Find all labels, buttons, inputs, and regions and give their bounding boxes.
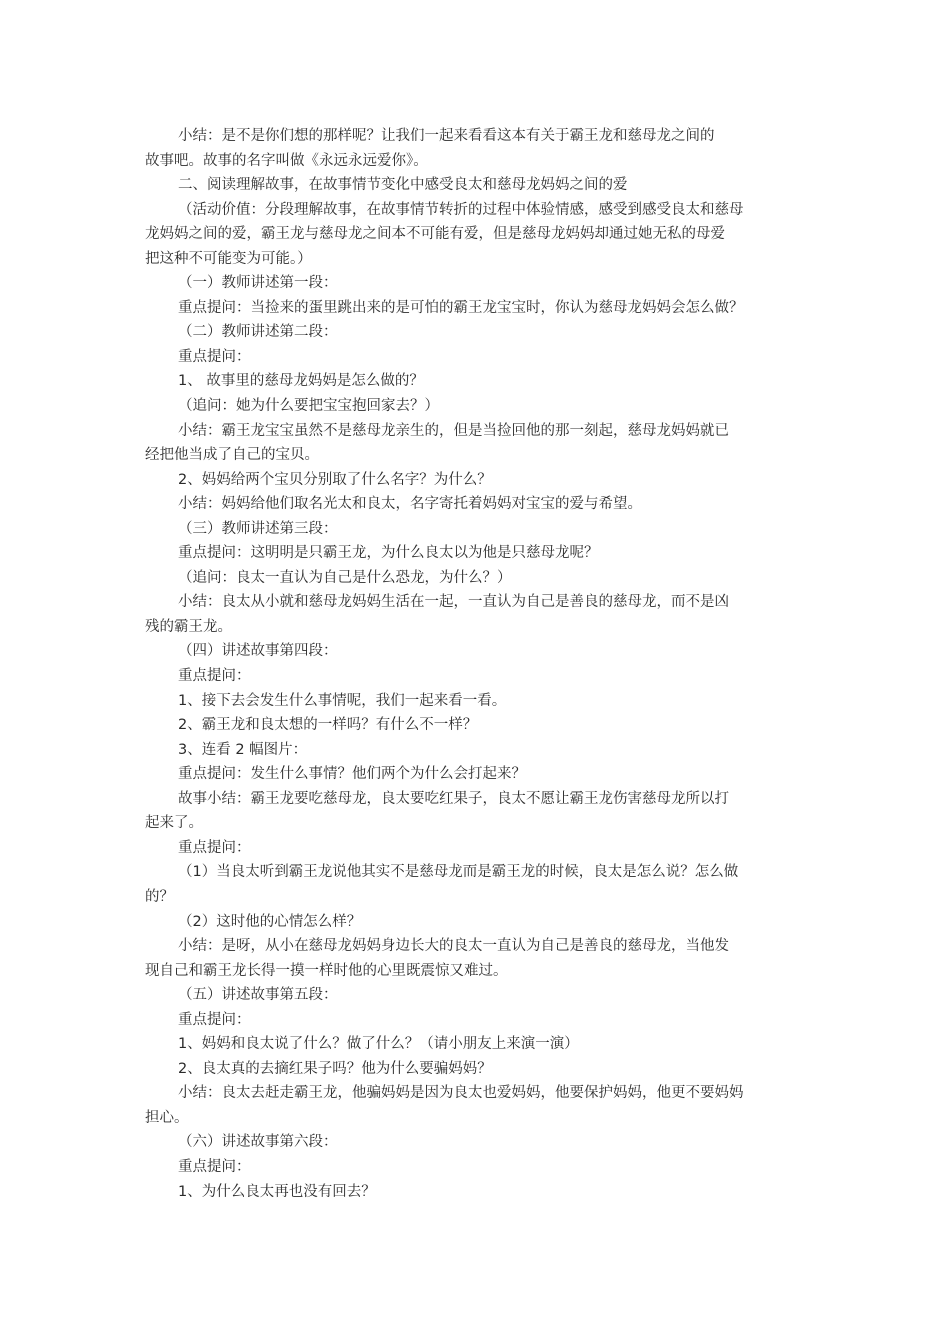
text-line: 重点提问： (178, 1011, 251, 1028)
text-line: 的？ (145, 888, 174, 905)
text-line: 小结：良太去赶走霸王龙，他骗妈妈是因为良太也爱妈妈，他要保护妈妈，他更不要妈妈 (178, 1085, 744, 1102)
text-line: 重点提问： (178, 348, 251, 365)
text-line: 经把他当成了自己的宝贝。 (145, 447, 319, 464)
text-line: 3、连看 2 幅图片： (178, 741, 308, 758)
text-line: 小结：妈妈给他们取名光太和良太，名字寄托着妈妈对宝宝的爱与希望。 (178, 496, 642, 513)
text-line: 1、接下去会发生什么事情呢，我们一起来看一看。 (178, 692, 507, 709)
text-line: 小结：良太从小就和慈母龙妈妈生活在一起，一直认为自己是善良的慈母龙，而不是凶 (178, 594, 729, 611)
text-line: （追问：她为什么要把宝宝抱回家去？） (178, 398, 439, 415)
text-line: （追问：良太一直认为自己是什么恐龙，为什么？） (178, 569, 512, 586)
text-line: （二）教师讲述第二段： (178, 324, 338, 341)
text-line: 龙妈妈之间的爱，霸王龙与慈母龙之间本不可能有爱，但是慈母龙妈妈却通过她无私的母爱 (145, 226, 725, 243)
text-line: 2、霸王龙和良太想的一样吗？有什么不一样？ (178, 717, 478, 734)
text-line: 1、妈妈和良太说了什么？做了什么？（请小朋友上来演一演） (178, 1036, 579, 1053)
text-line: 起来了。 (145, 815, 203, 832)
text-line: 重点提问：当捡来的蛋里跳出来的是可怕的霸王龙宝宝时，你认为慈母龙妈妈会怎么做？ (178, 299, 744, 316)
text-line: 1、 故事里的慈母龙妈妈是怎么做的？ (178, 373, 424, 390)
text-line: 1、为什么良太再也没有回去？ (178, 1183, 376, 1200)
text-line: 担心。 (145, 1109, 189, 1126)
text-line: 重点提问： (178, 668, 251, 685)
text-line: （1）当良太听到霸王龙说他其实不是慈母龙而是霸王龙的时候，良太是怎么说？怎么做 (178, 864, 739, 881)
text-line: 小结：霸王龙宝宝虽然不是慈母龙亲生的，但是当捡回他的那一刻起，慈母龙妈妈就已 (178, 422, 729, 439)
text-line: 故事吧。故事的名字叫做《永远永远爱你》。 (145, 152, 428, 169)
text-line: （活动价值：分段理解故事，在故事情节转折的过程中体验情感，感受到感受良太和慈母 (178, 201, 744, 218)
text-line: （六）讲述故事第六段： (178, 1134, 338, 1151)
text-line: （四）讲述故事第四段： (178, 643, 338, 660)
text-line: （一）教师讲述第一段： (178, 275, 338, 292)
text-line: 重点提问：发生什么事情？他们两个为什么会打起来？ (178, 766, 526, 783)
text-line: 重点提问： (178, 1158, 251, 1175)
text-line: 2、良太真的去摘红果子吗？他为什么要骗妈妈？ (178, 1060, 492, 1077)
text-line: 现自己和霸王龙长得一摸一样时他的心里既震惊又难过。 (145, 962, 508, 979)
text-line: 重点提问： (178, 839, 251, 856)
text-line: （五）讲述故事第五段： (178, 987, 338, 1004)
text-line: 残的霸王龙。 (145, 618, 232, 635)
text-line: 重点提问：这明明是只霸王龙，为什么良太以为他是只慈母龙呢？ (178, 545, 599, 562)
text-line: （三）教师讲述第三段： (178, 520, 338, 537)
text-line: 2、妈妈给两个宝贝分别取了什么名字？为什么？ (178, 471, 492, 488)
text-line: 小结：是不是你们想的那样呢？让我们一起来看看这本有关于霸王龙和慈母龙之间的 (178, 128, 715, 144)
text-line: 故事小结：霸王龙要吃慈母龙，良太要吃红果子，良太不愿让霸王龙伤害慈母龙所以打 (178, 790, 729, 807)
text-line: 二、阅读理解故事，在故事情节变化中感受良太和慈母龙妈妈之间的爱 (178, 177, 628, 194)
text-line: 把这种不可能变为可能。） (145, 250, 312, 267)
text-line: （2）这时他的心情怎么样？ (178, 913, 362, 930)
text-line: 小结：是呀，从小在慈母龙妈妈身边长大的良太一直认为自己是善良的慈母龙，当他发 (178, 938, 729, 955)
document-page (145, 124, 817, 1204)
